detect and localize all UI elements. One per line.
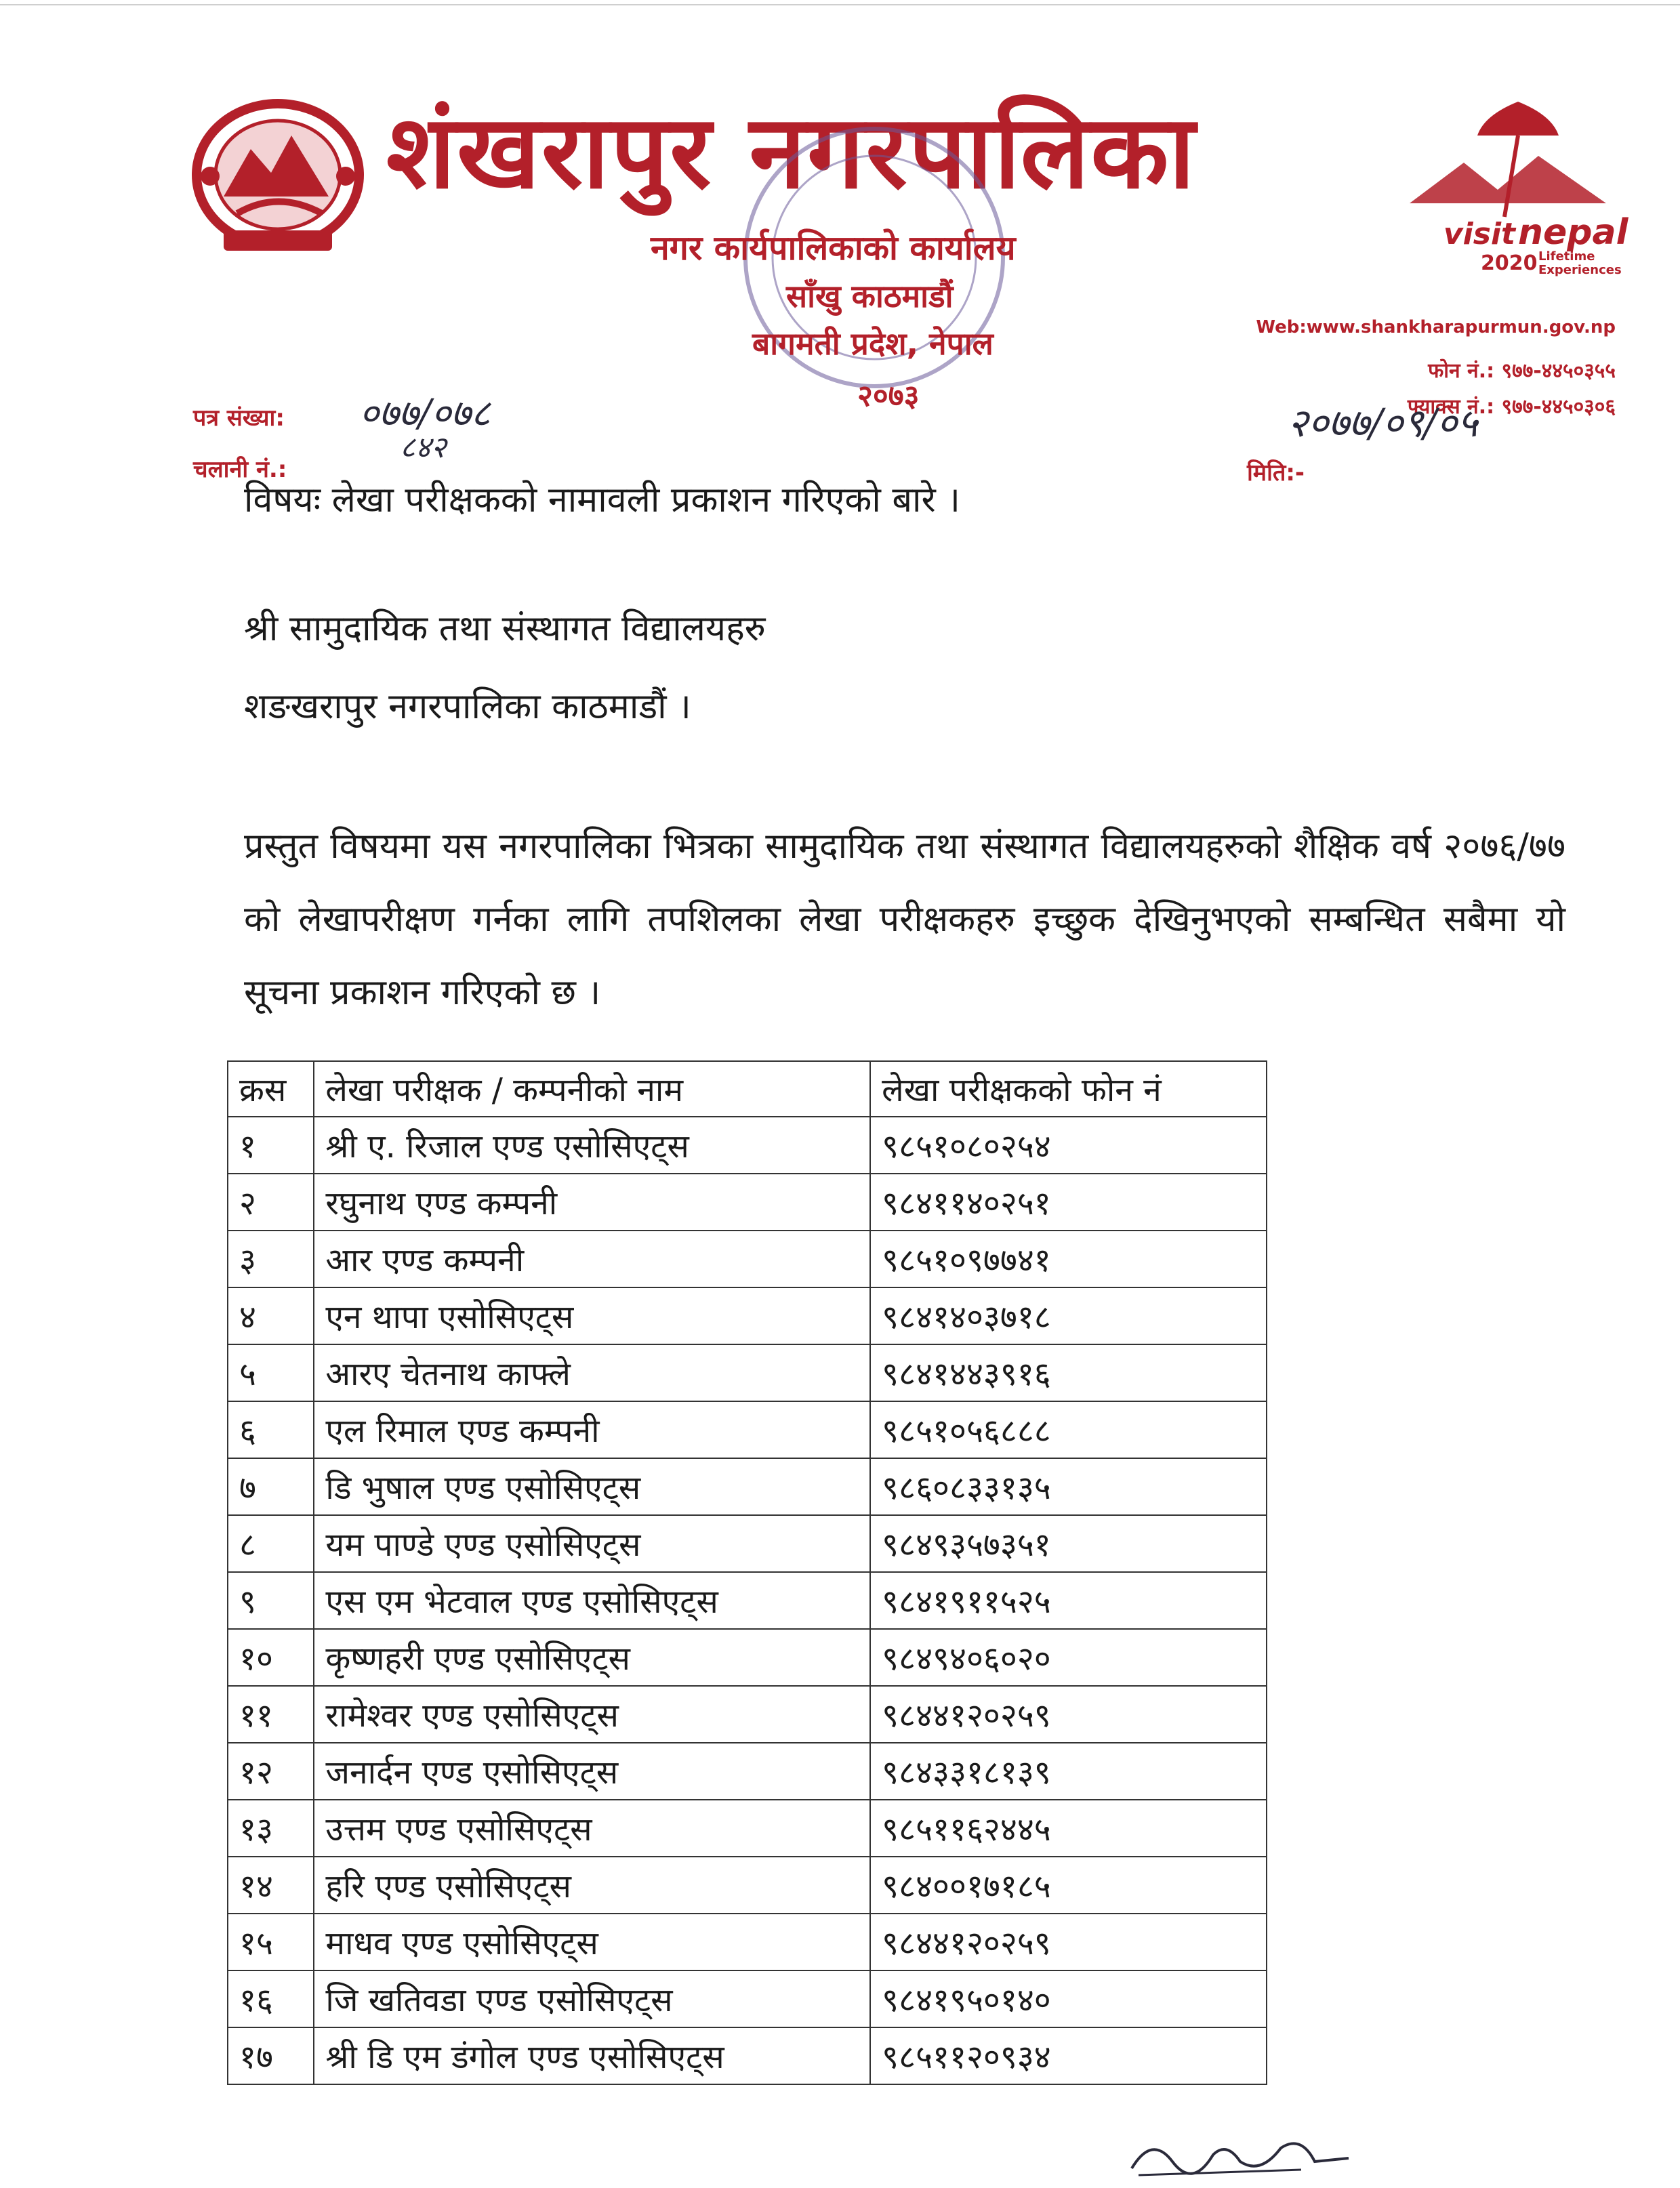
cell-name: आर एण्ड कम्पनी xyxy=(314,1231,870,1287)
cell-serial: ३ xyxy=(228,1231,314,1287)
signature-icon xyxy=(1125,2121,1355,2185)
logo-year-text: 2020 xyxy=(1481,251,1538,275)
cell-name: यम पाण्डे एण्ड एसोसिएट्स xyxy=(314,1515,870,1572)
cell-name: रामेश्वर एण्ड एसोसिएट्स xyxy=(314,1686,870,1743)
notice-paragraph: प्रस्तुत विषयमा यस नगरपालिका भित्रका सामुदायिक तथा संस्थागत विद्यालयहरुको शैक्षिक वर्ष २०७६/७७ को लेखापरीक्षण गर्नका लागि तपशिलका लेखा परीक्षकहरु इच्छुक देखिनुभएको सम्बन्धित सबैमा यो सूचना प्रकाशन गरिएको छ । xyxy=(244,826,1565,1013)
table-header-row xyxy=(228,1061,1267,1117)
logo-nepal-text: nepal xyxy=(1518,212,1628,253)
table-row xyxy=(228,1515,1267,1572)
table-body xyxy=(228,1117,1267,2084)
cell-phone: ९८४४१२०२५९ xyxy=(870,1686,1267,1743)
cell-serial: १७ xyxy=(228,2027,314,2084)
scan-edge-line xyxy=(0,4,1680,5)
cell-phone: ९८५१०९७७४१ xyxy=(870,1231,1267,1287)
table-row xyxy=(228,1117,1267,1174)
cell-phone: ९८४००१७१८५ xyxy=(870,1857,1267,1914)
auditor-table xyxy=(227,1060,1267,2085)
recipient-line1: श्री सामुदायिक तथा संस्थागत विद्यालयहरु xyxy=(244,608,766,649)
visit-nepal-2020-logo-icon xyxy=(1403,88,1633,278)
date-label: मिति:- xyxy=(1247,459,1305,487)
cell-serial: ४ xyxy=(228,1287,314,1344)
cell-serial: १२ xyxy=(228,1743,314,1800)
table-row xyxy=(228,1914,1267,1970)
cell-serial: १० xyxy=(228,1629,314,1686)
cell-phone: ९८६०८३३१३५ xyxy=(870,1458,1267,1515)
fax-text: फ्याक्स नं.: ९७७-४४५०३०६ xyxy=(1407,395,1616,419)
cell-serial: १४ xyxy=(228,1857,314,1914)
table-row xyxy=(228,1572,1267,1629)
cell-phone: ९८४१४४३९१६ xyxy=(870,1344,1267,1401)
phone-text: फोन नं.: ९७७-४४५०३५५ xyxy=(1428,359,1616,383)
header-phone: लेखा परीक्षकको फोन नं xyxy=(870,1061,1267,1117)
cell-name: जनार्दन एण्ड एसोसिएट्स xyxy=(314,1743,870,1800)
cell-name: रघुनाथ एण्ड कम्पनी xyxy=(314,1174,870,1231)
header-name: लेखा परीक्षक / कम्पनीको नाम xyxy=(314,1061,870,1117)
cell-phone: ९८४९४०६०२० xyxy=(870,1629,1267,1686)
table-row xyxy=(228,1857,1267,1914)
cell-phone: ९८५१०५६८८८ xyxy=(870,1401,1267,1458)
cell-name: जि खतिवडा एण्ड एसोसिएट्स xyxy=(314,1970,870,2027)
cell-name: एल रिमाल एण्ड कम्पनी xyxy=(314,1401,870,1458)
table-row xyxy=(228,1287,1267,1344)
cell-name: उत्तम एण्ड एसोसिएट्स xyxy=(314,1800,870,1857)
table-row xyxy=(228,1401,1267,1458)
table-row xyxy=(228,1970,1267,2027)
cell-name: आरए चेतनाथ काफ्ले xyxy=(314,1344,870,1401)
cell-name: माधव एण्ड एसोसिएट्स xyxy=(314,1914,870,1970)
cell-serial: १६ xyxy=(228,1970,314,2027)
org-name: शंखरापुर नगरपालिका xyxy=(386,94,1197,211)
logo-tagline2: Experiences xyxy=(1538,263,1622,277)
cell-phone: ९८५१०८०२५४ xyxy=(870,1117,1267,1174)
table-row xyxy=(228,1800,1267,1857)
cell-phone: ९८५११२०९३४ xyxy=(870,2027,1267,2084)
website-text: Web:www.shankharapurmun.gov.np xyxy=(1256,317,1616,337)
table-row xyxy=(228,1231,1267,1287)
recipient-line2: शङखरापुर नगरपालिका काठमाडौं । xyxy=(244,686,691,727)
cell-name: कृष्णहरी एण्ड एसोसिएट्स xyxy=(314,1629,870,1686)
cell-serial: ९ xyxy=(228,1572,314,1629)
cell-phone: ९८४४१२०२५९ xyxy=(870,1914,1267,1970)
reference-number: ०७७/०७८ xyxy=(359,392,491,436)
cell-serial: ६ xyxy=(228,1401,314,1458)
established-year: २०७३ xyxy=(857,379,920,413)
logo-tagline1: Lifetime xyxy=(1538,249,1595,264)
table-row xyxy=(228,1629,1267,1686)
cell-phone: ९८४३३१८१३९ xyxy=(870,1743,1267,1800)
cell-name: एस एम भेटवाल एण्ड एसोसिएट्स xyxy=(314,1572,870,1629)
cell-phone: ९८४१४०३७१८ xyxy=(870,1287,1267,1344)
table-row xyxy=(228,2027,1267,2084)
cell-name: श्री ए. रिजाल एण्ड एसोसिएट्स xyxy=(314,1117,870,1174)
cell-serial: १ xyxy=(228,1117,314,1174)
cell-serial: ७ xyxy=(228,1458,314,1515)
table-row xyxy=(228,1174,1267,1231)
logo-visit-text: visit xyxy=(1443,217,1516,251)
cell-serial: १५ xyxy=(228,1914,314,1970)
cell-phone: ९८५११६२४४५ xyxy=(870,1800,1267,1857)
cell-name: हरि एण्ड एसोसिएट्स xyxy=(314,1857,870,1914)
nepal-emblem-icon xyxy=(183,95,373,264)
cell-serial: ५ xyxy=(228,1344,314,1401)
table-row xyxy=(228,1686,1267,1743)
subject-line: विषयः लेखा परीक्षकको नामावली प्रकाशन गरिएको बारे । xyxy=(244,480,961,520)
header-serial: क्रस xyxy=(228,1061,314,1117)
cell-serial: ८ xyxy=(228,1515,314,1572)
cell-phone: ९८४११४०२५१ xyxy=(870,1174,1267,1231)
table-row xyxy=(228,1458,1267,1515)
cell-serial: १३ xyxy=(228,1800,314,1857)
cell-phone: ९८४९३५७३५१ xyxy=(870,1515,1267,1572)
cell-serial: २ xyxy=(228,1174,314,1231)
table-row xyxy=(228,1344,1267,1401)
table-row xyxy=(228,1743,1267,1800)
cell-serial: ११ xyxy=(228,1686,314,1743)
cell-phone: ९८४१९११५२५ xyxy=(870,1572,1267,1629)
office-address-line1: साँखु काठमाडौं xyxy=(786,278,954,314)
office-name: नगर कार्यपालिकाको कार्यालय xyxy=(651,228,1016,268)
cell-name: श्री डि एम डंगोल एण्ड एसोसिएट्स xyxy=(314,2027,870,2084)
dispatch-label: चलानी नं.: xyxy=(193,456,287,483)
dispatch-number: ८४२ xyxy=(400,430,447,465)
cell-name: डि भुषाल एण्ड एसोसिएट्स xyxy=(314,1458,870,1515)
cell-name: एन थापा एसोसिएट्स xyxy=(314,1287,870,1344)
cell-phone: ९८४१९५०१४० xyxy=(870,1970,1267,2027)
office-address-line2: बागमती प्रदेश, नेपाल xyxy=(752,325,993,362)
date-value: २०७७/०९/०५ xyxy=(1288,400,1478,446)
reference-label: पत्र संख्या: xyxy=(193,405,285,432)
